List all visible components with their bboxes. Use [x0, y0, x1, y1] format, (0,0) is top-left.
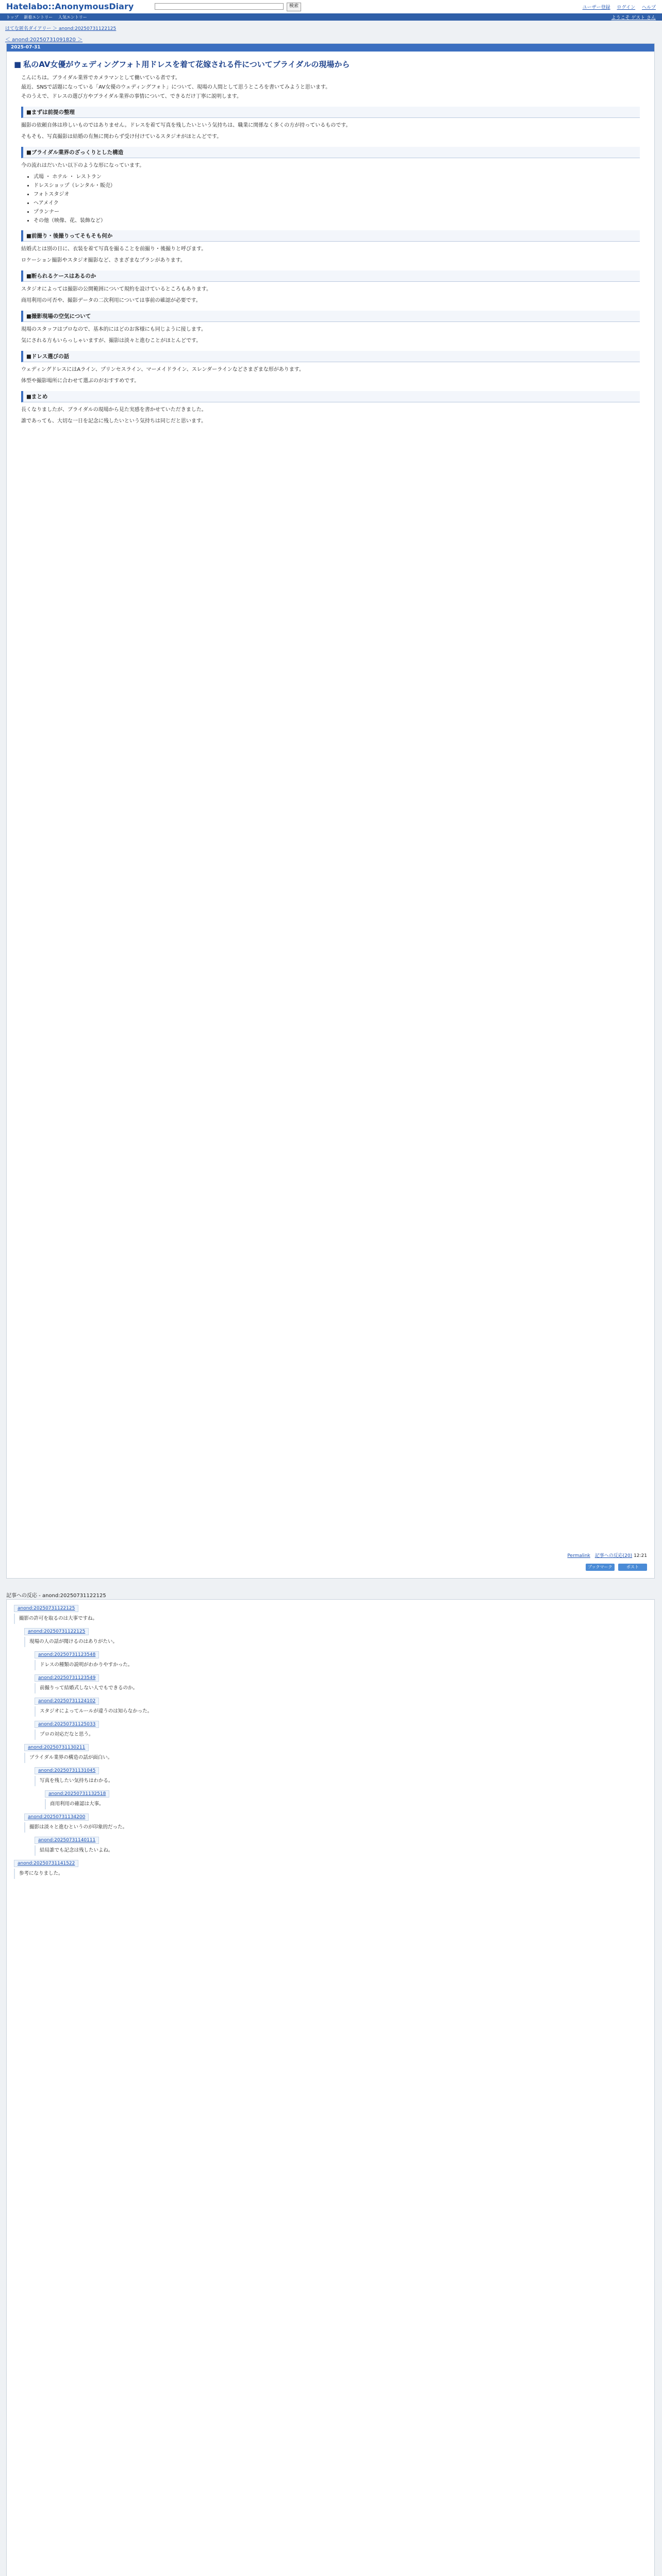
- comment-item: [35, 1837, 645, 1856]
- section-list-item: • その他（映像、花、装飾など）: [34, 216, 640, 225]
- nav-bar: [0, 13, 662, 21]
- comment-author-link[interactable]: anond:20250731134200: [24, 1814, 89, 1821]
- article-footer: [564, 1552, 647, 1558]
- section-paragraph: 体型や撮影場所に合わせて選ぶのがおすすめです。: [21, 378, 140, 384]
- comment-author-link[interactable]: anond:20250731140111: [35, 1837, 99, 1844]
- article-title[interactable]: ■ 私のAV女優がウェディングフォト用ドレスを着て花嫁される件についてブライダルの現場から: [14, 59, 647, 70]
- comment-body: ブライダル業界の構造の話が面白い。: [24, 1753, 645, 1763]
- article-section: [21, 107, 640, 142]
- comment-item: [45, 1790, 645, 1809]
- article-section: [21, 230, 640, 265]
- top-links: [577, 4, 656, 10]
- section-heading: ■まずは前提の整理: [21, 107, 640, 118]
- breadcrumb-link[interactable]: はてな匿名ダイアリー ＞ anond:20250731122125: [5, 26, 117, 31]
- section-body: [21, 121, 640, 142]
- comment-body: 撮影は淡々と進むというのが印象的だった。: [24, 1822, 645, 1833]
- article-section: [21, 270, 640, 306]
- nav-user[interactable]: ようこそ ゲスト さん: [611, 15, 656, 21]
- section-paragraph: ロケーション撮影やスタジオ撮影など、さまざまなプランがあります。: [21, 258, 186, 263]
- section-list-item: • ドレスショップ（レンタル・販売）: [34, 181, 640, 190]
- nav-new[interactable]: 新着エントリー: [24, 15, 53, 20]
- comment-body: 前撮りって結婚式しない人でもできるのか。: [35, 1683, 645, 1693]
- section-heading: ■まとめ: [21, 391, 640, 402]
- comment-author-link[interactable]: anond:20250731122125: [24, 1628, 89, 1635]
- permalink[interactable]: Permalink: [567, 1553, 590, 1558]
- comment-body: 撮影の許可を取るのは大事ですね。: [14, 1614, 645, 1624]
- share-buttons: [584, 1564, 647, 1571]
- section-list-item: • 式場 ・ ホテル ・ レストラン: [34, 173, 640, 181]
- comment-author-link[interactable]: anond:20250731132518: [45, 1790, 109, 1798]
- pager-link[interactable]: ＜ anond:20250731091820 ＞: [5, 37, 83, 43]
- article-section: [21, 311, 640, 346]
- comment-author-link[interactable]: anond:20250731122125: [14, 1605, 78, 1612]
- section-heading: ■撮影現場の空気について: [21, 311, 640, 322]
- comment-body: 現場の人の話が聞けるのはありがたい。: [24, 1637, 645, 1647]
- comment-body: 参考になりました。: [14, 1869, 645, 1879]
- comment-author-link[interactable]: anond:20250731124102: [35, 1698, 99, 1705]
- register-link[interactable]: ユーザー登録: [582, 5, 610, 10]
- comment-author-link[interactable]: anond:20250731125033: [35, 1721, 99, 1728]
- section-body: [21, 245, 640, 265]
- section-body: [21, 325, 640, 346]
- search-input[interactable]: [155, 3, 284, 10]
- post-button[interactable]: ポスト: [618, 1564, 647, 1571]
- comment-item: [14, 1605, 645, 1624]
- comment-author-link[interactable]: anond:20250731141522: [14, 1860, 78, 1867]
- login-link[interactable]: ログイン: [617, 5, 636, 10]
- section-list: [34, 173, 640, 225]
- article-section: [21, 391, 640, 426]
- section-paragraph: 誰であっても、大切な一日を記念に残したいという気持ちは同じだと思います。: [21, 418, 207, 424]
- section-paragraph: スタジオによっては撮影の公開範囲について規約を設けているところもあります。: [21, 286, 211, 292]
- comment-item: [35, 1674, 645, 1693]
- comment-item: [35, 1767, 645, 1786]
- section-heading: ■ドレス選びの話: [21, 351, 640, 362]
- comment-author-link[interactable]: anond:20250731131045: [35, 1767, 99, 1774]
- intro-line: こんにちは。ブライダル業界でカメラマンとして働いている者です。: [21, 75, 180, 81]
- nav-links: [6, 14, 91, 20]
- comment-body: 写真を残したい気持ちはわかる。: [35, 1776, 645, 1786]
- section-heading: ■断られるケースはあるのか: [21, 270, 640, 282]
- breadcrumb: [5, 25, 116, 31]
- post-time: 12:21: [634, 1553, 647, 1558]
- nav-popular[interactable]: 人気エントリー: [58, 15, 87, 20]
- section-paragraph: 気にされる方もいらっしゃいますが、撮影は淡々と進むことがほとんどです。: [21, 338, 202, 344]
- section-body: [21, 405, 640, 426]
- comment-item: [14, 1860, 645, 1879]
- section-paragraph: そもそも、写真撮影は結婚の有無に関わらず受け付けているスタジオがほとんどです。: [21, 134, 222, 140]
- bookmark-button[interactable]: ブックマーク: [586, 1564, 615, 1571]
- article-sections: [7, 107, 654, 426]
- article: [6, 43, 655, 1579]
- section-paragraph: 長くなりましたが、ブライダルの現場から見た実感を書かせていただきました。: [21, 407, 207, 413]
- section-body: [21, 285, 640, 306]
- article-section: [21, 351, 640, 386]
- intro-line: 最近、SNSで話題になっている「AV女優のウェディングフォト」について、現場の人間として思うところを書いてみようと思います。: [21, 84, 331, 90]
- comment-author-link[interactable]: anond:20250731130211: [24, 1744, 89, 1751]
- comment-author-link[interactable]: anond:20250731123548: [35, 1651, 99, 1658]
- comments-heading: 記事への反応 - anond:20250731122125: [6, 1593, 106, 1599]
- comments-list: [6, 1599, 655, 2576]
- site-header: [0, 0, 662, 13]
- nav-top[interactable]: トップ: [6, 15, 19, 20]
- section-heading: ■前撮り・後撮りってそもそも何か: [21, 230, 640, 242]
- section-list-item: • プランナー: [34, 208, 640, 216]
- section-paragraph: 今の流れはだいたい以下のような形になっています。: [21, 163, 145, 168]
- comment-body: 結局誰でも記念は残したいよね。: [35, 1845, 645, 1856]
- comment-item: [24, 1628, 645, 1647]
- comment-item: [35, 1721, 645, 1740]
- section-paragraph: 撮影の依頼自体は珍しいものではありません。ドレスを着て写真を残したいという気持ちは、職業に関係なく多くの方が持っているものです。: [21, 123, 351, 128]
- article-date: 2025-07-31: [7, 44, 654, 52]
- section-paragraph: 結婚式とは別の日に、衣装を着て写真を撮ることを前撮り・後撮りと呼びます。: [21, 246, 207, 252]
- site-logo[interactable]: Hatelabo::AnonymousDiary: [6, 2, 134, 11]
- intro-line: そのうえで、ドレスの選び方やブライダル業界の事情について、できるだけ丁寧に説明します。: [21, 94, 242, 99]
- section-body: [21, 161, 640, 225]
- comment-item: [35, 1698, 645, 1717]
- comment-body: ドレスの種類の説明がわかりやすかった。: [35, 1660, 645, 1670]
- section-body: [21, 365, 640, 386]
- section-paragraph: 商用利用の可否や、撮影データの二次利用については事前の確認が必要です。: [21, 298, 201, 303]
- comment-author-link[interactable]: anond:20250731123549: [35, 1674, 99, 1682]
- comment-body: 商用利用の確認は大事。: [45, 1799, 645, 1809]
- section-paragraph: 現場のスタッフはプロなので、基本的にはどのお客様にも同じように接します。: [21, 327, 206, 332]
- search-button[interactable]: 検索: [287, 3, 301, 11]
- comment-item: [35, 1651, 645, 1670]
- comment-body: スタジオによってルールが違うのは知らなかった。: [35, 1706, 645, 1717]
- comment-item: [24, 1744, 645, 1763]
- section-heading: ■ブライダル業界のざっくりとした構造: [21, 147, 640, 158]
- pager: [5, 35, 82, 43]
- section-list-item: • フォトスタジオ: [34, 190, 640, 199]
- reactions-link[interactable]: 記事への反応(20): [594, 1553, 633, 1558]
- help-link[interactable]: ヘルプ: [641, 5, 656, 10]
- section-list-item: • ヘアメイク: [34, 199, 640, 208]
- comment-body: プロの対応だなと思う。: [35, 1730, 645, 1740]
- comment-item: [24, 1814, 645, 1833]
- article-section: [21, 147, 640, 225]
- section-paragraph: ウェディングドレスにはAライン、プリンセスライン、マーメイドライン、スレンダーラインなどさまざまな形があります。: [21, 367, 304, 372]
- article-intro: [21, 74, 640, 101]
